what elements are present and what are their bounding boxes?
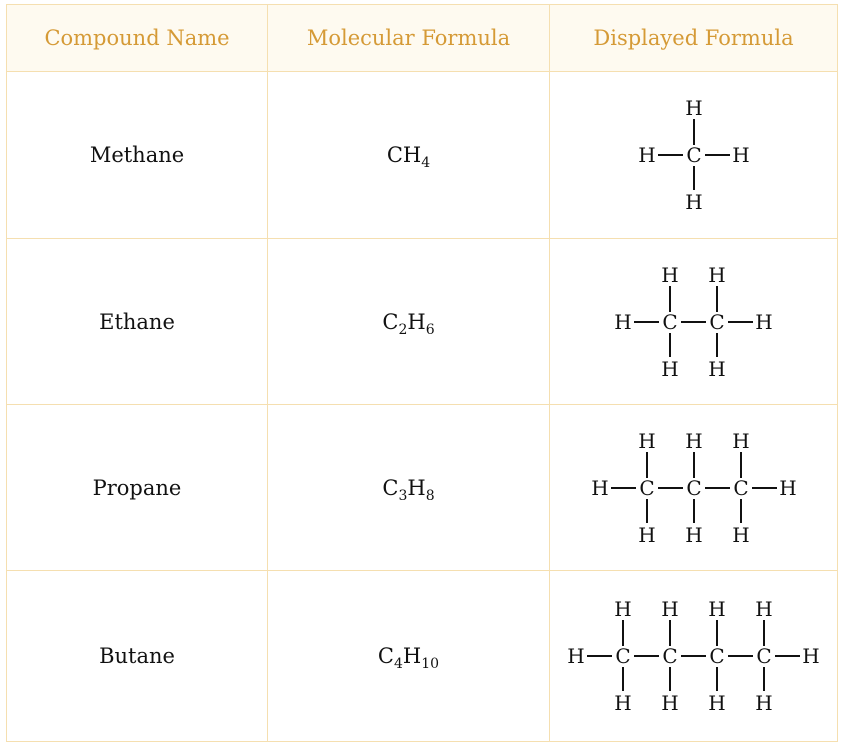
hydrogen-atom: H — [637, 143, 656, 167]
molecular-formula-cell — [268, 72, 550, 239]
compound-name-cell: Ethane — [7, 239, 268, 405]
carbon-atom: C — [732, 475, 749, 500]
hydrogen-atom: H — [637, 522, 656, 547]
hydrogen-atom: H — [708, 356, 726, 381]
hydrogen-atom: H — [614, 691, 632, 715]
formula-c: C — [382, 475, 399, 500]
formula-c: C — [386, 143, 403, 167]
formula-h-sub: 4 — [421, 155, 431, 171]
formula-h: H — [407, 309, 426, 334]
formula-h-sub: 6 — [425, 321, 435, 338]
hydrogen-atom: H — [684, 428, 703, 453]
hydrogen-atom: H — [614, 597, 632, 621]
carbon-atom: C — [709, 309, 725, 334]
header-displayed-formula: Displayed Formula — [550, 5, 838, 72]
carbon-atom: C — [615, 644, 631, 668]
hydrogen-atom: H — [802, 644, 820, 668]
hydrogen-atom: H — [755, 597, 773, 621]
hydrogen-atom: H — [755, 691, 773, 715]
hydrogen-atom: H — [661, 262, 679, 287]
displayed-formula-cell — [550, 405, 838, 571]
carbon-atom: C — [685, 475, 702, 500]
hydrogen-atom: H — [590, 475, 609, 500]
hydrogen-atom: H — [614, 309, 632, 334]
header-compound-name: Compound Name — [7, 5, 268, 72]
structural-formula-diagram — [635, 96, 753, 214]
hydrogen-atom: H — [778, 475, 797, 500]
alkanes-table — [6, 4, 838, 742]
hydrogen-atom: H — [731, 143, 750, 167]
header-molecular-formula: Molecular Formula — [268, 5, 550, 72]
hydrogen-atom: H — [684, 96, 703, 120]
structural-formula-diagram — [611, 262, 776, 381]
hydrogen-atom: H — [708, 262, 726, 287]
molecular-formula-cell — [268, 405, 550, 571]
hydrogen-atom: H — [637, 428, 656, 453]
formula-h: H — [402, 644, 422, 668]
displayed-formula-cell — [550, 239, 838, 405]
hydrogen-atom: H — [661, 356, 679, 381]
formula-c-sub: 4 — [394, 656, 403, 672]
formula-c: C — [377, 644, 394, 668]
structural-formula-diagram — [564, 597, 823, 715]
hydrogen-atom: H — [567, 644, 585, 668]
carbon-atom: C — [756, 644, 772, 668]
table-row — [7, 405, 838, 571]
table-row — [7, 72, 838, 239]
hydrogen-atom: H — [661, 597, 679, 621]
formula-c-sub: 2 — [398, 321, 408, 338]
molecular-formula-cell — [268, 239, 550, 405]
displayed-formula-cell — [550, 571, 838, 742]
formula-c: C — [382, 309, 399, 334]
hydrogen-atom: H — [731, 428, 750, 453]
header-row — [7, 5, 838, 72]
molecular-formula-cell — [268, 571, 550, 742]
formula-c-sub: 3 — [398, 487, 408, 504]
hydrogen-atom: H — [684, 190, 703, 214]
carbon-atom: C — [709, 644, 725, 668]
carbon-atom: C — [638, 475, 655, 500]
formula-h-sub: 8 — [425, 487, 435, 504]
hydrogen-atom: H — [684, 522, 703, 547]
table-row — [7, 571, 838, 742]
carbon-atom: C — [662, 309, 678, 334]
carbon-atom: C — [662, 644, 678, 668]
hydrogen-atom: H — [661, 691, 679, 715]
compound-name-cell: Butane — [7, 571, 268, 742]
carbon-atom: C — [685, 143, 702, 167]
hydrogen-atom: H — [755, 309, 773, 334]
structural-formula-diagram — [588, 428, 800, 547]
compound-name-cell: Methane — [7, 72, 268, 239]
formula-h-sub: 10 — [421, 656, 440, 672]
displayed-formula-cell — [550, 72, 838, 239]
table-row — [7, 239, 838, 405]
compound-name-cell: Propane — [7, 405, 268, 571]
hydrogen-atom: H — [708, 691, 726, 715]
hydrogen-atom: H — [708, 597, 726, 621]
formula-h: H — [402, 143, 422, 167]
formula-h: H — [407, 475, 426, 500]
hydrogen-atom: H — [731, 522, 750, 547]
